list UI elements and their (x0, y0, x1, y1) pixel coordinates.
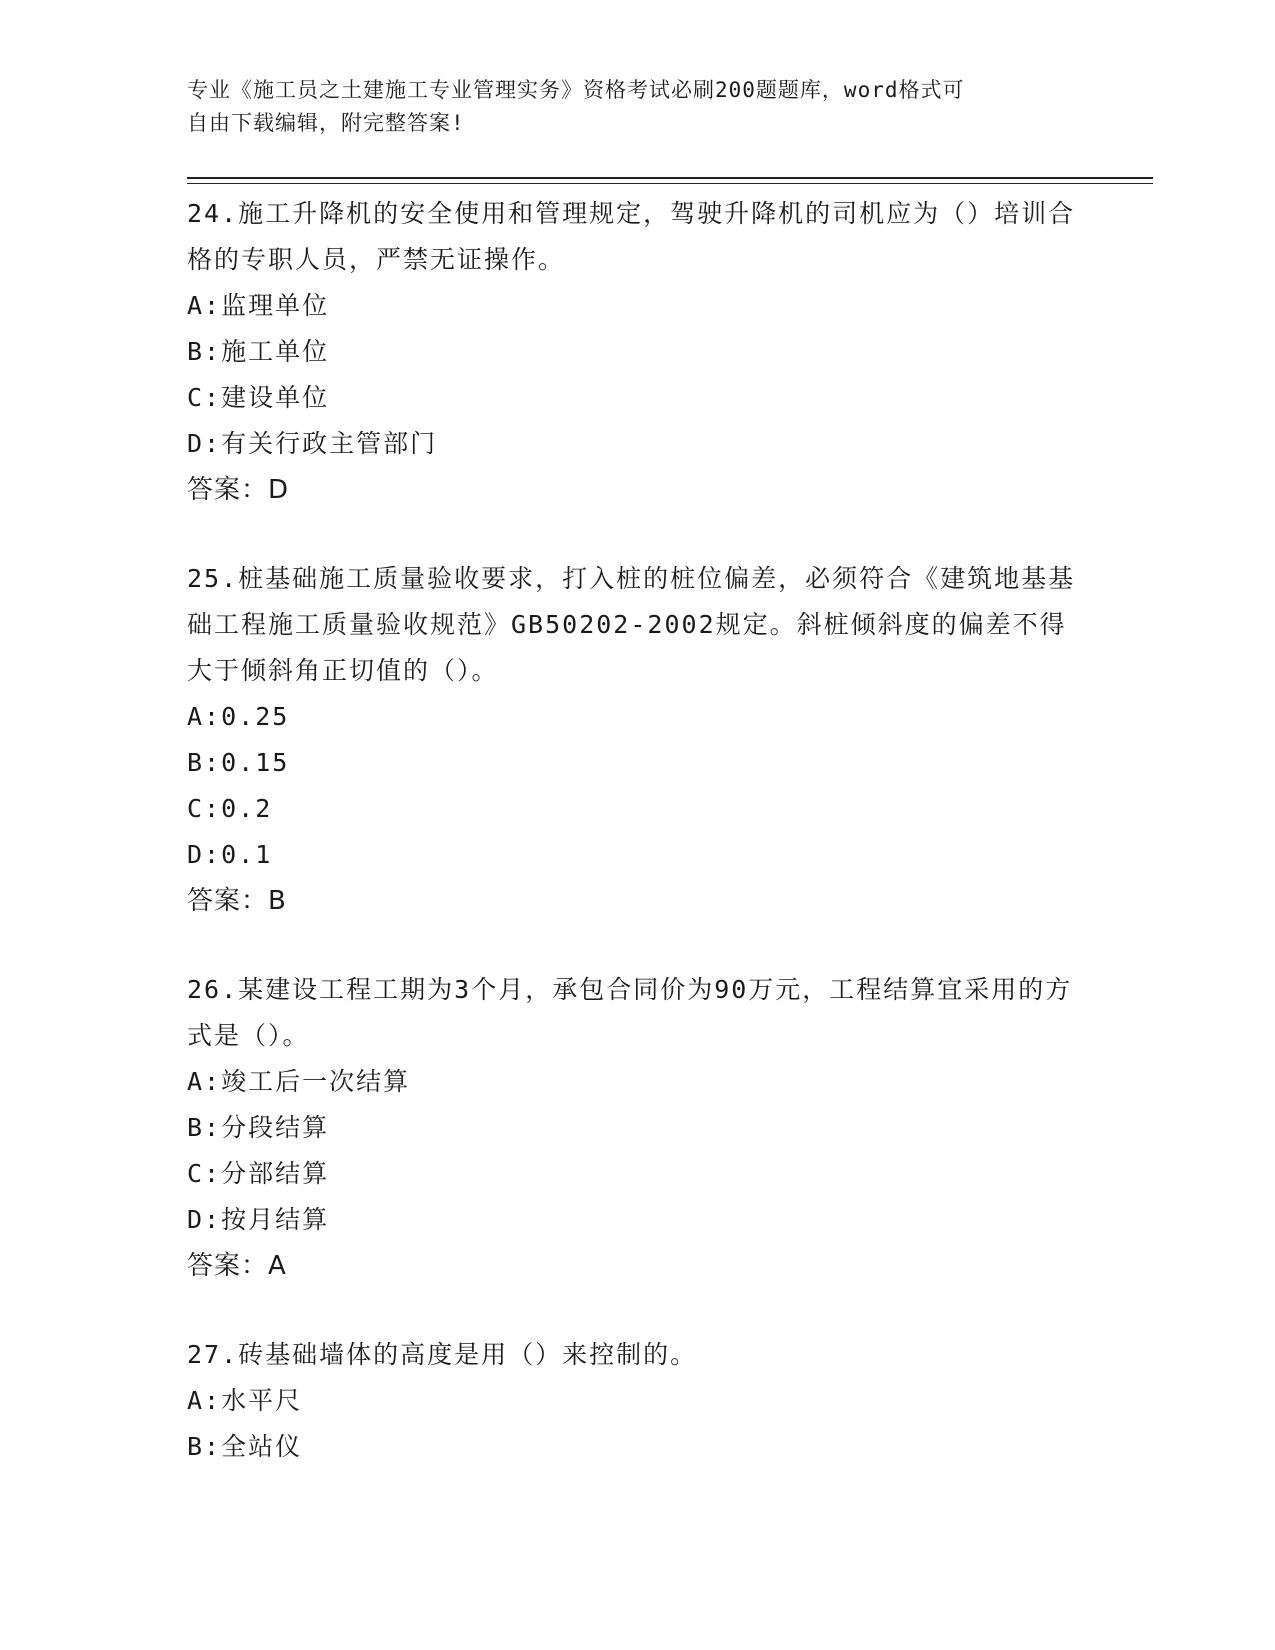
option-b: B:施工单位 (187, 337, 330, 366)
header-line-2: 自由下载编辑，附完整答案! (187, 111, 465, 135)
option-c: C:0.2 (187, 794, 273, 823)
answer-line: 答案：B (187, 886, 287, 916)
question-27 (187, 1332, 1087, 1470)
option-a: A:监理单位 (187, 291, 330, 320)
header-rule-thick (187, 177, 1153, 179)
option-d: D:有关行政主管部门 (187, 429, 438, 458)
answer-line: 答案：D (187, 475, 290, 505)
option-a: A:水平尺 (187, 1386, 303, 1415)
header-rule-thin (187, 183, 1153, 184)
question-stem: 27.砖基础墙体的高度是用（）来控制的。 (187, 1340, 698, 1369)
option-b: B:分段结算 (187, 1113, 330, 1142)
question-26 (187, 967, 1087, 1289)
answer-line: 答案：A (187, 1251, 287, 1281)
question-stem: 25.桩基础施工质量验收要求，打入桩的桩位偏差，必须符合《建筑地基基础工程施工质量验收规范》GB50202-2002规定。斜桩倾斜度的偏差不得大于倾斜角正切值的（）。 (187, 564, 1076, 685)
document-header (187, 74, 1067, 140)
question-24 (187, 191, 1087, 513)
option-d: D:0.1 (187, 840, 273, 869)
option-a: A:竣工后一次结算 (187, 1067, 411, 1096)
question-list (187, 191, 1087, 1513)
question-25 (187, 556, 1087, 924)
question-stem: 24.施工升降机的安全使用和管理规定，驾驶升降机的司机应为（）培训合格的专职人员，严禁无证操作。 (187, 199, 1076, 274)
header-line-1: 专业《施工员之土建施工专业管理实务》资格考试必刷200题题库，word格式可 (187, 78, 965, 102)
option-c: C:分部结算 (187, 1159, 330, 1188)
option-c: C:建设单位 (187, 383, 330, 412)
option-b: B:0.15 (187, 748, 290, 777)
question-stem: 26.某建设工程工期为3个月，承包合同价为90万元，工程结算宜采用的方式是（）。 (187, 975, 1073, 1050)
option-a: A:0.25 (187, 702, 290, 731)
option-b: B:全站仪 (187, 1432, 303, 1461)
option-d: D:按月结算 (187, 1205, 330, 1234)
